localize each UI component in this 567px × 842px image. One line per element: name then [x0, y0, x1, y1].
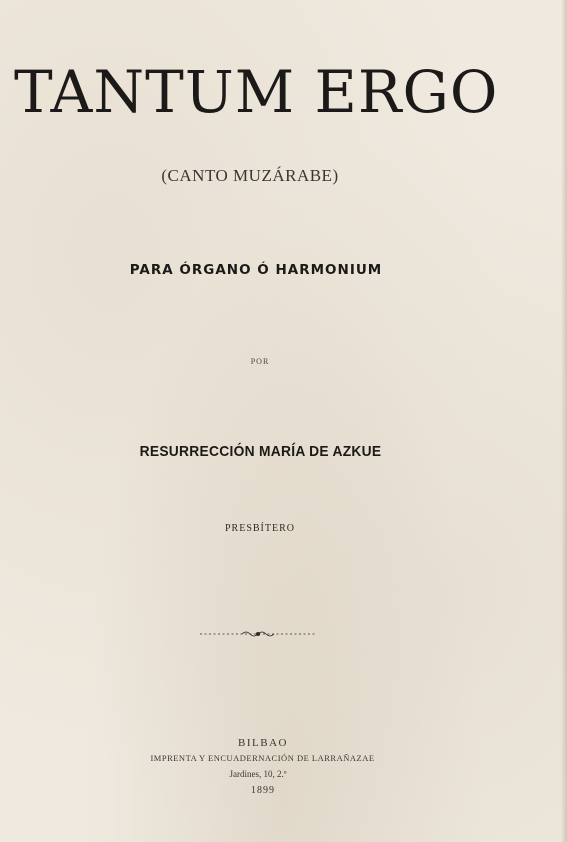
imprint-address: Jardines, 10, 2.º: [229, 769, 287, 779]
page-title: TANTUM ERGO: [14, 58, 499, 126]
instrument-line: PARA ÓRGANO Ó HARMONIUM: [129, 262, 383, 278]
subtitle: (CANTO MUZÁRABE): [161, 166, 339, 185]
author-name: RESURRECCIÓN MARÍA DE AZKUE: [139, 443, 382, 460]
imprint-year: 1899: [251, 785, 275, 796]
page-edge-shadow: [561, 0, 567, 842]
author-title: PRESBÍTERO: [224, 523, 295, 534]
dotted-rule-ornament-icon: [198, 628, 318, 640]
imprint-city: BILBAO: [238, 737, 288, 749]
by-label: POR: [250, 357, 270, 366]
imprint-printer: IMPRENTA Y ENCUADERNACIÓN DE LARRAÑAZAE: [150, 753, 375, 763]
